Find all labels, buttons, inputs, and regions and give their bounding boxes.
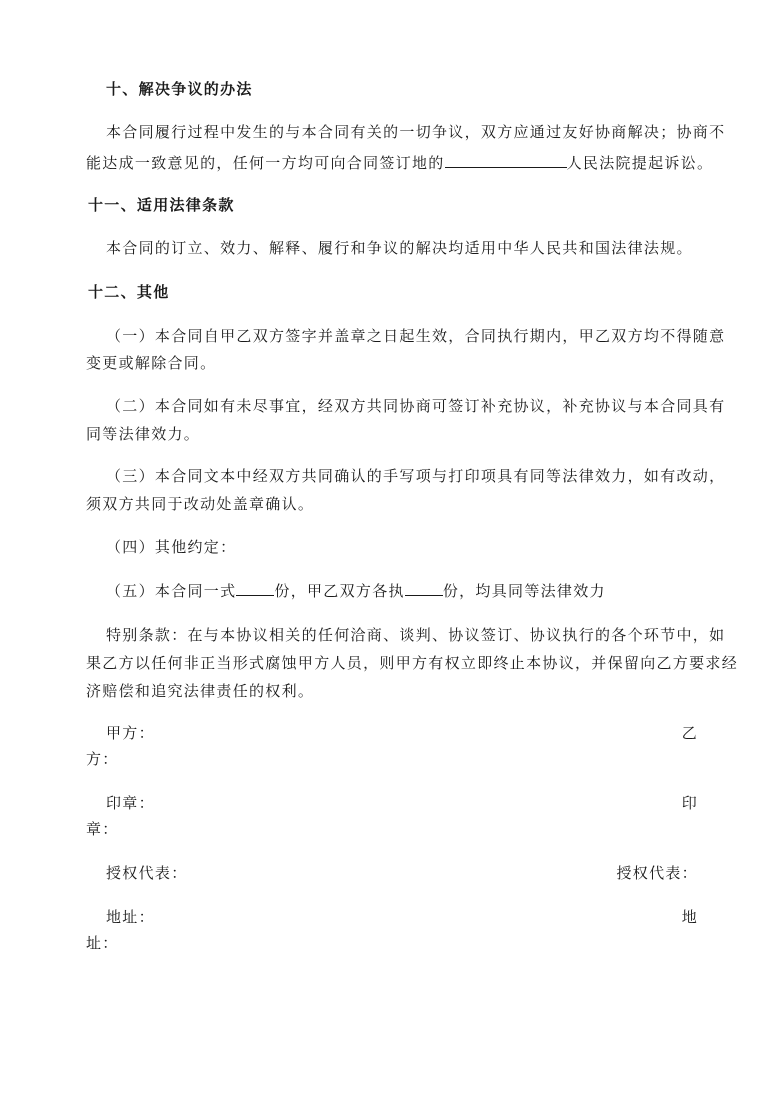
special-clause-line-3: 济赔偿和追究法律责任的权利。 [86,682,315,700]
item-1-line-1: （一）本合同自甲乙双方签字并盖章之日起生效，合同执行期内，甲乙双方均不得随意 [106,327,726,345]
special-clause-line-1: 特别条款：在与本协议相关的任何洽商、谈判、协议签订、协议执行的各个环节中，如 [106,626,726,644]
seal-b-label-start: 印 [681,794,698,812]
item-3-line-2: 须双方共同于改动处盖章确认。 [86,495,315,513]
item-3-line-1: （三）本合同文本中经双方共同确认的手写项与打印项具有同等法律效力，如有改动， [106,467,726,485]
address-a-label: 地址： [106,908,155,926]
party-b-label-start: 乙 [681,724,698,742]
authorized-rep-a-label: 授权代表： [106,864,188,882]
item-2-line-1: （二）本合同如有未尽事宜，经双方共同协商可签订补充协议，补充协议与本合同具有 [106,397,726,415]
section-11-paragraph: 本合同的订立、效力、解释、履行和争议的解决均适用中华人民共和国法律法规。 [106,239,693,257]
item-5-text-1: （五）本合同一式 [106,582,237,600]
item-5-text-3: 份，均具同等法律效力 [442,582,606,600]
item-2-line-2: 同等法律效力。 [86,425,201,443]
section-10-text-after-blank: 人民法院提起诉讼。 [566,154,714,172]
party-b-label-wrap: 方： [86,750,119,768]
copies-each-blank [405,581,443,596]
copies-total-blank [236,581,274,596]
section-12-heading: 十二、其他 [88,283,170,301]
court-name-blank [445,153,567,168]
section-10-paragraph-line-1: 本合同履行过程中发生的与本合同有关的一切争议，双方应通过友好协商解决；协商不 [106,123,726,141]
item-4-other-agreements: （四）其他约定： [106,538,237,556]
item-5-copies [106,580,606,602]
seal-b-label-wrap: 章： [86,820,119,838]
section-10-paragraph-line-2 [86,152,713,174]
section-10-text-before-blank: 能达成一致意见的，任何一方均可向合同签订地的 [86,154,445,172]
item-5-text-2: 份，甲乙双方各执 [274,582,405,600]
seal-a-label: 印章： [106,794,155,812]
section-10-heading: 十、解决争议的办法 [106,80,253,98]
item-1-line-2: 变更或解除合同。 [86,354,217,372]
address-b-label-start: 地 [681,908,698,926]
authorized-rep-b-label: 授权代表： [616,864,698,882]
section-11-heading: 十一、适用法律条款 [88,196,235,214]
party-a-label: 甲方： [106,724,155,742]
special-clause-line-2: 果乙方以任何非正当形式腐蚀甲方人员，则甲方有权立即终止本协议，并保留向乙方要求经 [86,654,739,672]
address-b-label-wrap: 址： [86,934,119,952]
